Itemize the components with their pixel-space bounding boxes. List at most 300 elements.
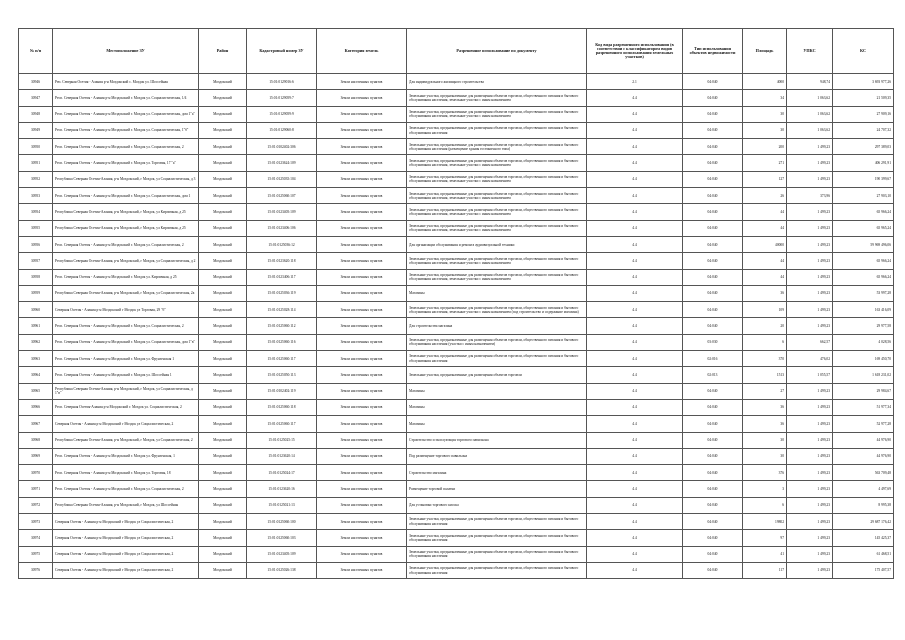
cell-use-code: 2.1 (587, 74, 683, 90)
cell-use-type: 04:040 (683, 465, 743, 481)
table-row (19, 139, 894, 155)
cell-cadastral-number: 15:01:0125060:103 (247, 530, 317, 546)
cell-use-code: 4.4 (587, 204, 683, 220)
cell-cadastral-number: 15:01:0125036:12 (247, 236, 317, 252)
cell-row-number: 30957 (19, 253, 53, 269)
cell-land-category: Земли населенных пунктов (317, 318, 407, 334)
cell-district: Моздокский (199, 416, 247, 432)
cell-area: 3 (743, 481, 787, 497)
cell-district: Моздокский (199, 562, 247, 578)
cell-ks: 29 977,58 (833, 318, 894, 334)
cell-land-category: Земли населенных пунктов (317, 285, 407, 301)
cell-district: Моздокский (199, 139, 247, 155)
cell-row-number: 30951 (19, 155, 53, 171)
cell-land-category: Земли населенных пунктов (317, 139, 407, 155)
cell-ks: 163 416,09 (833, 302, 894, 318)
header-permitted-use: Разрешенное использование по документу (407, 29, 587, 74)
cell-upks: 1 499,23 (787, 448, 833, 464)
cell-permitted-use: Для строительства магазина (407, 318, 587, 334)
cell-area: 44 (743, 269, 787, 285)
cell-cadastral-number: 15:01:0123405:109 (247, 546, 317, 562)
cell-area: 36 (743, 399, 787, 415)
cell-ks: 65 966,24 (833, 269, 894, 285)
cell-area: 127 (743, 171, 787, 187)
cell-cadastral-number: 15:01:0102402:119 (247, 383, 317, 399)
cell-land-category: Земли населенных пунктов (317, 334, 407, 350)
cell-location: Респ. Северная Осетия - Алания р-н Моздокский г. Моздок ул. Социалистическая, 2 (53, 139, 199, 155)
table-row (19, 497, 894, 513)
cell-use-type: 04:040 (683, 236, 743, 252)
cell-use-type: 03:030 (683, 334, 743, 350)
table-row (19, 432, 894, 448)
cell-area: 200 (743, 139, 787, 155)
cell-district: Моздокский (199, 465, 247, 481)
cell-district: Моздокский (199, 318, 247, 334)
cell-upks: 1 499,23 (787, 383, 833, 399)
cell-row-number: 30949 (19, 122, 53, 138)
cell-use-type: 04:040 (683, 171, 743, 187)
cell-district: Моздокский (199, 448, 247, 464)
cell-location: Респ. Северная Осетия - Алания р-н Моздокский г. Моздок ул. Социалистическая, 2 (53, 236, 199, 252)
cell-area: 109 (743, 302, 787, 318)
cell-use-type: 04:040 (683, 74, 743, 90)
cell-use-code: 4.4 (587, 236, 683, 252)
cell-permitted-use: Земельные участки, предназначенные для размещения объектов торговли, общественного питания и бытового обслуживания населения (407, 546, 587, 562)
cell-row-number: 30950 (19, 139, 53, 155)
cell-upks: 1 499,23 (787, 285, 833, 301)
cell-cadastral-number: 15:01:0125036:119 (247, 285, 317, 301)
cell-district: Моздокский (199, 383, 247, 399)
cell-upks: 1 499,23 (787, 465, 833, 481)
cell-ks: 44 976,90 (833, 448, 894, 464)
cell-district: Моздокский (199, 351, 247, 367)
table-row (19, 514, 894, 530)
cell-use-type: 02:016 (683, 351, 743, 367)
cell-row-number: 30959 (19, 285, 53, 301)
cell-permitted-use: Земельные участки, предназначенные для размещения объектов торговли, общественного питания и бытового обслуживания населения (407, 530, 587, 546)
cell-location: Северная Осетия - Алания р-н Моздокский г Моздок ул Социалистическая, 2 (53, 546, 199, 562)
cell-location: Республика Северная Осетия-Алания, р-н Моздокский, г Моздок, ул Социалистическая, 2 (53, 432, 199, 448)
cell-area: 44 (743, 253, 787, 269)
table-row (19, 465, 894, 481)
cell-permitted-use: Земельные участки, предназначенные для размещения объектов торговли, общественного питания и бытового обслуживания населения (участки с иным назначением) (407, 334, 587, 350)
cell-cadastral-number: 15:01:0123620:16 (247, 481, 317, 497)
cell-area: 34 (743, 90, 787, 106)
cell-area: 44 (743, 220, 787, 236)
cell-land-category: Земли населенных пунктов (317, 204, 407, 220)
cell-ks: 190 399,67 (833, 171, 894, 187)
cell-row-number: 30947 (19, 90, 53, 106)
cell-row-number: 30973 (19, 514, 53, 530)
cell-land-category: Земли населенных пунктов (317, 106, 407, 122)
cell-use-code: 4.4 (587, 497, 683, 513)
cell-area: 1513 (743, 367, 787, 383)
cell-land-category: Земли населенных пунктов (317, 448, 407, 464)
cell-upks: 1 499,23 (787, 416, 833, 432)
cell-cadastral-number: 15:01:0123620:118 (247, 253, 317, 269)
table-row (19, 285, 894, 301)
cell-ks: 3 693 977,26 (833, 74, 894, 90)
cell-row-number: 30967 (19, 416, 53, 432)
header-area: Площадь (743, 29, 787, 74)
cell-land-category: Земли населенных пунктов (317, 481, 407, 497)
cell-upks: 1 499,23 (787, 269, 833, 285)
cell-cadastral-number: 15:01:0125060:117 (247, 416, 317, 432)
cell-permitted-use: Земельные участки, предназначенные для размещения объектов торговли, общественного питания и бытового обслуживания населения (407, 514, 587, 530)
table-row (19, 367, 894, 383)
cell-use-code: 4.4 (587, 530, 683, 546)
cell-location: Респ. Северная Осетия - Алания р-н Моздокский г. Моздок ул. Фрунзенская, 1 (53, 448, 199, 464)
cell-use-type: 04:040 (683, 448, 743, 464)
cell-area: 97 (743, 530, 787, 546)
cell-use-code: 4.4 (587, 432, 683, 448)
cell-row-number: 30972 (19, 497, 53, 513)
cell-ks: 65 966,24 (833, 253, 894, 269)
cell-row-number: 30956 (19, 236, 53, 252)
header-cadastral-number: Кадастровый номер ЗУ (247, 29, 317, 74)
cell-land-category: Земли населенных пунктов (317, 399, 407, 415)
table-row (19, 302, 894, 318)
cell-use-type: 04:040 (683, 514, 743, 530)
cell-area: 27 (743, 383, 787, 399)
cell-row-number: 30971 (19, 481, 53, 497)
cell-permitted-use: Земельные участки, предназначенные для размещения объектов торговли, общественного питания и бытового обслуживания населения, земельные участки с иным назначением (407, 106, 587, 122)
cell-district: Моздокский (199, 530, 247, 546)
cell-ks: 8 995,38 (833, 497, 894, 513)
cell-use-code: 4.4 (587, 367, 683, 383)
table-row (19, 236, 894, 252)
cell-row-number: 30948 (19, 106, 53, 122)
cell-upks: 1 055,57 (787, 367, 833, 383)
cell-land-category: Земли населенных пунктов (317, 171, 407, 187)
cell-district: Моздокский (199, 514, 247, 530)
header-upks: УПКС (787, 29, 833, 74)
cell-cadastral-number: 15:01:0123620:14 (247, 448, 317, 464)
cell-row-number: 30969 (19, 448, 53, 464)
cell-permitted-use: Строительство магазина (407, 465, 587, 481)
table-row (19, 90, 894, 106)
cell-use-code: 4.4 (587, 220, 683, 236)
cell-area: 370 (743, 351, 787, 367)
cell-location: Северная Осетия - Алания р-н Моздокский г Моздок ул Социалистическая, 2 (53, 514, 199, 530)
cell-area: 30 (743, 448, 787, 464)
cell-permitted-use: Для установки торгового киоска (407, 497, 587, 513)
header-use-code: Код вида разрешенного использования (в соответствии с классификатором видов разрешенного использования земельных участков) (587, 29, 683, 74)
cell-upks: 1 499,23 (787, 399, 833, 415)
cell-cadastral-number: 15:01:0125060:116 (247, 334, 317, 350)
cell-permitted-use: Для индивидуального жилищного строительства (407, 74, 587, 90)
cell-use-type: 04:040 (683, 106, 743, 122)
cell-ks: 29 687 176,42 (833, 514, 894, 530)
cell-upks: 1 063,62 (787, 90, 833, 106)
cell-upks: 1 499,23 (787, 253, 833, 269)
header-district: Район (199, 29, 247, 74)
table-row (19, 74, 894, 90)
cell-land-category: Земли населенных пунктов (317, 351, 407, 367)
cell-cadastral-number: 15:01:0123406:106 (247, 220, 317, 236)
cell-land-category: Земли населенных пунктов (317, 155, 407, 171)
cell-use-type: 04:040 (683, 269, 743, 285)
cell-permitted-use: Земельные участки, предназначенные для размещения объектов торговли, общественного питания и бытового обслуживания населения (407, 562, 587, 578)
cell-district: Моздокский (199, 188, 247, 204)
cell-row-number: 30963 (19, 351, 53, 367)
cell-upks: 1 499,23 (787, 236, 833, 252)
cell-permitted-use: Земельные участки, предназначенные для размещения объектов торговли (407, 367, 587, 383)
cell-district: Моздокский (199, 334, 247, 350)
cell-use-code: 4.4 (587, 90, 683, 106)
cell-use-type: 04:040 (683, 302, 743, 318)
table-row (19, 122, 894, 138)
cell-area: 6 (743, 497, 787, 513)
cell-district: Моздокский (199, 285, 247, 301)
cell-cadastral-number: 15:01:0125025:15 (247, 432, 317, 448)
cell-use-code: 4.4 (587, 122, 683, 138)
header-use-type: Тип использования объектов недвижимости (683, 29, 743, 74)
table-body (19, 74, 894, 579)
cell-use-code: 4.4 (587, 465, 683, 481)
cell-row-number: 30970 (19, 465, 53, 481)
cell-land-category: Земли населенных пунктов (317, 188, 407, 204)
cell-location: Респ. Северная Осетия - Алания р-н Моздокский г. Моздок ул. Кирпичная, д 25 (53, 269, 199, 285)
cell-cadastral-number: 15:01:0125026:138 (247, 562, 317, 578)
cell-row-number: 30962 (19, 334, 53, 350)
cell-use-code: 4.4 (587, 285, 683, 301)
cell-land-category: Земли населенных пунктов (317, 220, 407, 236)
cell-use-type: 04:040 (683, 139, 743, 155)
cell-district: Моздокский (199, 432, 247, 448)
cell-permitted-use: Магазины (407, 383, 587, 399)
cell-area: 41 (743, 546, 787, 562)
cell-district: Моздокский (199, 367, 247, 383)
cell-upks: 1 063,62 (787, 106, 833, 122)
cell-use-type: 04:040 (683, 155, 743, 171)
cell-district: Моздокский (199, 74, 247, 90)
cell-use-type: 04:040 (683, 122, 743, 138)
cell-ks: 4 497,69 (833, 481, 894, 497)
cell-land-category: Земли населенных пунктов (317, 269, 407, 285)
table-row (19, 399, 894, 415)
cell-area: 36 (743, 416, 787, 432)
cell-ks: 145 425,37 (833, 530, 894, 546)
table-row (19, 546, 894, 562)
cell-use-code: 4.4 (587, 562, 683, 578)
table-row (19, 481, 894, 497)
cell-location: Респ. Северная Осетия - Алания р-н Моздокский г. Моздок ул. Фрунзенская 1 (53, 351, 199, 367)
cell-land-category: Земли населенных пунктов (317, 530, 407, 546)
cell-row-number: 30953 (19, 188, 53, 204)
cell-ks: 21 509,35 (833, 90, 894, 106)
cell-location: Северная Осетия - Алания р-н Моздокский г Моздок ул Социалистическая, 2 (53, 416, 199, 432)
cell-use-type: 04:040 (683, 204, 743, 220)
cell-location: Респ. Северная Осетия-Алания р-н Моздокский г. Моздок ул. Социалистическая, 2 (53, 399, 199, 415)
cell-area: 44 (743, 204, 787, 220)
cell-use-code: 4.4 (587, 318, 683, 334)
table-row (19, 351, 894, 367)
table-row (19, 416, 894, 432)
cell-location: Респ. Северная Осетия - Алания р-н Моздокский г. Моздок ул. Социалистическая, 2 (53, 318, 199, 334)
cell-area: 6 (743, 334, 787, 350)
cell-location: Республика Северная Осетия-Алания, р-н Моздокский, г Моздок, ул Кирпичная, д 25 (53, 204, 199, 220)
cell-area: 4000 (743, 74, 787, 90)
cell-land-category: Земли населенных пунктов (317, 302, 407, 318)
cell-row-number: 30961 (19, 318, 53, 334)
cell-land-category: Земли населенных пунктов (317, 90, 407, 106)
cell-cadastral-number: 15:01:0125060:117 (247, 351, 317, 367)
cell-use-code: 4.4 (587, 399, 683, 415)
cell-ks: 297 389,03 (833, 139, 894, 155)
cell-area: 30 (743, 106, 787, 122)
cell-permitted-use: Земельные участки, предназначенные для размещения объектов торговли, общественного питания и бытового обслуживания населения, земельные участки с иным назначением (407, 155, 587, 171)
cell-use-code: 4.4 (587, 416, 683, 432)
cell-land-category: Земли населенных пунктов (317, 514, 407, 530)
cell-use-code: 4.4 (587, 514, 683, 530)
cell-land-category: Земли населенных пунктов (317, 236, 407, 252)
cell-permitted-use: Земельные участки, предназначенные для размещения объектов торговли, общественного питания и бытового обслуживания населения, земельные участки с иным назначением (407, 253, 587, 269)
cell-use-code: 4.4 (587, 106, 683, 122)
cell-ks: 4 028,56 (833, 334, 894, 350)
cell-use-code: 4.4 (587, 171, 683, 187)
table-row (19, 269, 894, 285)
cell-district: Моздокский (199, 399, 247, 415)
cell-ks: 52 977,28 (833, 416, 894, 432)
cell-upks: 373,96 (787, 188, 833, 204)
cell-use-type: 04:040 (683, 481, 743, 497)
cell-use-type: 04:040 (683, 90, 743, 106)
cell-location: Республика Северная Осетия-Алания, р-н Моздокский, г Моздок, ул Социалистическая, д 3 (53, 171, 199, 187)
cell-row-number: 30946 (19, 74, 53, 90)
cell-district: Моздокский (199, 302, 247, 318)
cell-location: Республика Северная Осетия-Алания, р-н Моздокский, г Моздок, ул Социалистическая, д 2 (53, 253, 199, 269)
cell-use-type: 04:040 (683, 253, 743, 269)
cell-area: 40000 (743, 236, 787, 252)
cell-permitted-use: Магазины (407, 416, 587, 432)
cell-ks: 61 468,51 (833, 546, 894, 562)
cell-area: 271 (743, 155, 787, 171)
cell-upks: 1 499,23 (787, 220, 833, 236)
cell-permitted-use: Земельные участки, предназначенные для размещения объектов торговли, общественного питания и бытового обслуживания населения, земельные участки с иным назначением (407, 90, 587, 106)
cell-use-code: 4.4 (587, 546, 683, 562)
cell-row-number: 30960 (19, 302, 53, 318)
cell-district: Моздокский (199, 220, 247, 236)
cell-row-number: 30964 (19, 367, 53, 383)
cell-cadastral-number: 15:01:0125028:114 (247, 302, 317, 318)
cell-ks: 44 976,90 (833, 432, 894, 448)
cell-row-number: 30965 (19, 383, 53, 399)
cell-land-category: Земли населенных пунктов (317, 416, 407, 432)
cell-use-code: 4.4 (587, 481, 683, 497)
cell-cadastral-number: 15:01:0129059:7 (247, 90, 317, 106)
cell-use-code: 4.4 (587, 139, 683, 155)
cell-row-number: 30974 (19, 530, 53, 546)
cell-use-code: 4.4 (587, 188, 683, 204)
cell-use-type: 04:040 (683, 188, 743, 204)
cell-ks: 59 969 496,06 (833, 236, 894, 252)
cell-upks: 476,02 (787, 351, 833, 367)
cell-row-number: 30968 (19, 432, 53, 448)
cell-row-number: 30958 (19, 269, 53, 285)
cell-location: Респ. Северная Осетия - Алания р-н Моздокский г. Моздок ул. Социалистическая, дом 1"а" (53, 106, 199, 122)
cell-cadastral-number: 15:01:0125060:118 (247, 399, 317, 415)
cell-cadastral-number: 15:01:0129060:8 (247, 122, 317, 138)
cell-ks: 563 709,48 (833, 465, 894, 481)
cell-use-type: 04:040 (683, 562, 743, 578)
cell-upks: 1 499,23 (787, 514, 833, 530)
cell-ks: 53 997,28 (833, 285, 894, 301)
cell-area: 30 (743, 432, 787, 448)
cell-ks: 406 291,91 (833, 155, 894, 171)
cell-permitted-use: Земельные участки, предназначенные для размещения объектов торговли, общественного питания и бытового обслуживания населения (407, 351, 587, 367)
cell-use-type: 02:013 (683, 367, 743, 383)
cell-area: 117 (743, 562, 787, 578)
cell-row-number: 30952 (19, 171, 53, 187)
table-row (19, 383, 894, 399)
cell-location: Респ. Северная Осетия - Алания р-н Моздокский г. Моздок ул. Социалистическая, 2 (53, 481, 199, 497)
cell-upks: 1 499,23 (787, 497, 833, 513)
cell-permitted-use: Магазины (407, 399, 587, 415)
cell-use-code: 4.4 (587, 334, 683, 350)
cell-ks: 1 618 231,02 (833, 367, 894, 383)
cell-land-category: Земли населенных пунктов (317, 562, 407, 578)
table-row (19, 204, 894, 220)
cell-use-code: 4.4 (587, 351, 683, 367)
cell-upks: 1 499,23 (787, 204, 833, 220)
cell-district: Моздокский (199, 106, 247, 122)
cell-location: Северная Осетия - Алания р-н Моздокский г Моздок ул Торговая, 29 "б" (53, 302, 199, 318)
cell-upks: 1 499,23 (787, 139, 833, 155)
cell-area: 30 (743, 122, 787, 138)
cell-permitted-use: Земельные участки, предназначенные для размещения объектов торговли, общественного питания и бытового обслуживания населения, земельные участки с иным назначением (под строительство и содержание магазина) (407, 302, 587, 318)
cell-use-code: 4.4 (587, 448, 683, 464)
cell-land-category: Земли населенных пунктов (317, 546, 407, 562)
cell-district: Моздокский (199, 171, 247, 187)
cell-upks: 1 499,23 (787, 432, 833, 448)
cell-use-type: 04:040 (683, 399, 743, 415)
cell-location: Северная Осетия - Алания р-н Моздокский г Моздок ул Социалистическая, 2 (53, 562, 199, 578)
table-row (19, 334, 894, 350)
header-ks: КС (833, 29, 894, 74)
table-row (19, 318, 894, 334)
cell-upks: 1 499,23 (787, 530, 833, 546)
cell-area: 376 (743, 465, 787, 481)
cell-location: Реп. Северная Осетия - Алания р-н Моздокский с. Моздок ул. Шоссейная (53, 74, 199, 90)
cell-permitted-use: Размещение торговой палатки (407, 481, 587, 497)
cell-row-number: 30954 (19, 204, 53, 220)
cell-land-category: Земли населенных пунктов (317, 465, 407, 481)
cell-use-type: 04:040 (683, 546, 743, 562)
cell-permitted-use: Земельные участки, предназначенные для размещения объектов торговли, общественного питания и бытового обслуживания населения, земельные участки с иным назначением (407, 188, 587, 204)
cell-location: Респ. Северная Осетия - Алания р-н Моздокский г. Моздок ул. Социалистическая, 1/4 (53, 90, 199, 106)
cell-cadastral-number: 15:01:0123624:109 (247, 155, 317, 171)
cell-cadastral-number: 15:01:0125060:100 (247, 514, 317, 530)
cell-location: Респ. Северная Осетия - Алания р-н Моздокский г. Моздок ул. Торговая, 18 (53, 465, 199, 481)
cell-use-type: 04:040 (683, 416, 743, 432)
cell-district: Моздокский (199, 155, 247, 171)
cell-location: Республика Северная Осетия-Алания, р-н Моздокский, г Моздок, ул Шоссейная (53, 497, 199, 513)
cell-location: Респ. Северная Осетия - Алания р-н Моздокский г. Моздок ул. Шоссейная 1 (53, 367, 199, 383)
header-land-category: Категория земель (317, 29, 407, 74)
cell-permitted-use: Земельные участки, предназначенные для размещения объектов торговли, общественного питания и бытового обслуживания населения (407, 122, 587, 138)
table-row (19, 530, 894, 546)
cell-permitted-use: Земельные участки, предназначенные для размещения объектов торговли, общественного питания и бытового обслуживания населения (размещение здания гостиничного типа) (407, 139, 587, 155)
cell-district: Моздокский (199, 546, 247, 562)
cell-cadastral-number: 15:01:0125035:104 (247, 171, 317, 187)
cell-use-type: 04:040 (683, 530, 743, 546)
document-sheet (18, 28, 893, 579)
cell-location: Респ. Северная Осетия - Алания р-н Моздокский г. Моздок ул. Торговая, 17 "а" (53, 155, 199, 171)
cell-upks: 1 063,62 (787, 122, 833, 138)
header-number: № п/п (19, 29, 53, 74)
cell-cadastral-number: 15:01:0125060:112 (247, 318, 317, 334)
